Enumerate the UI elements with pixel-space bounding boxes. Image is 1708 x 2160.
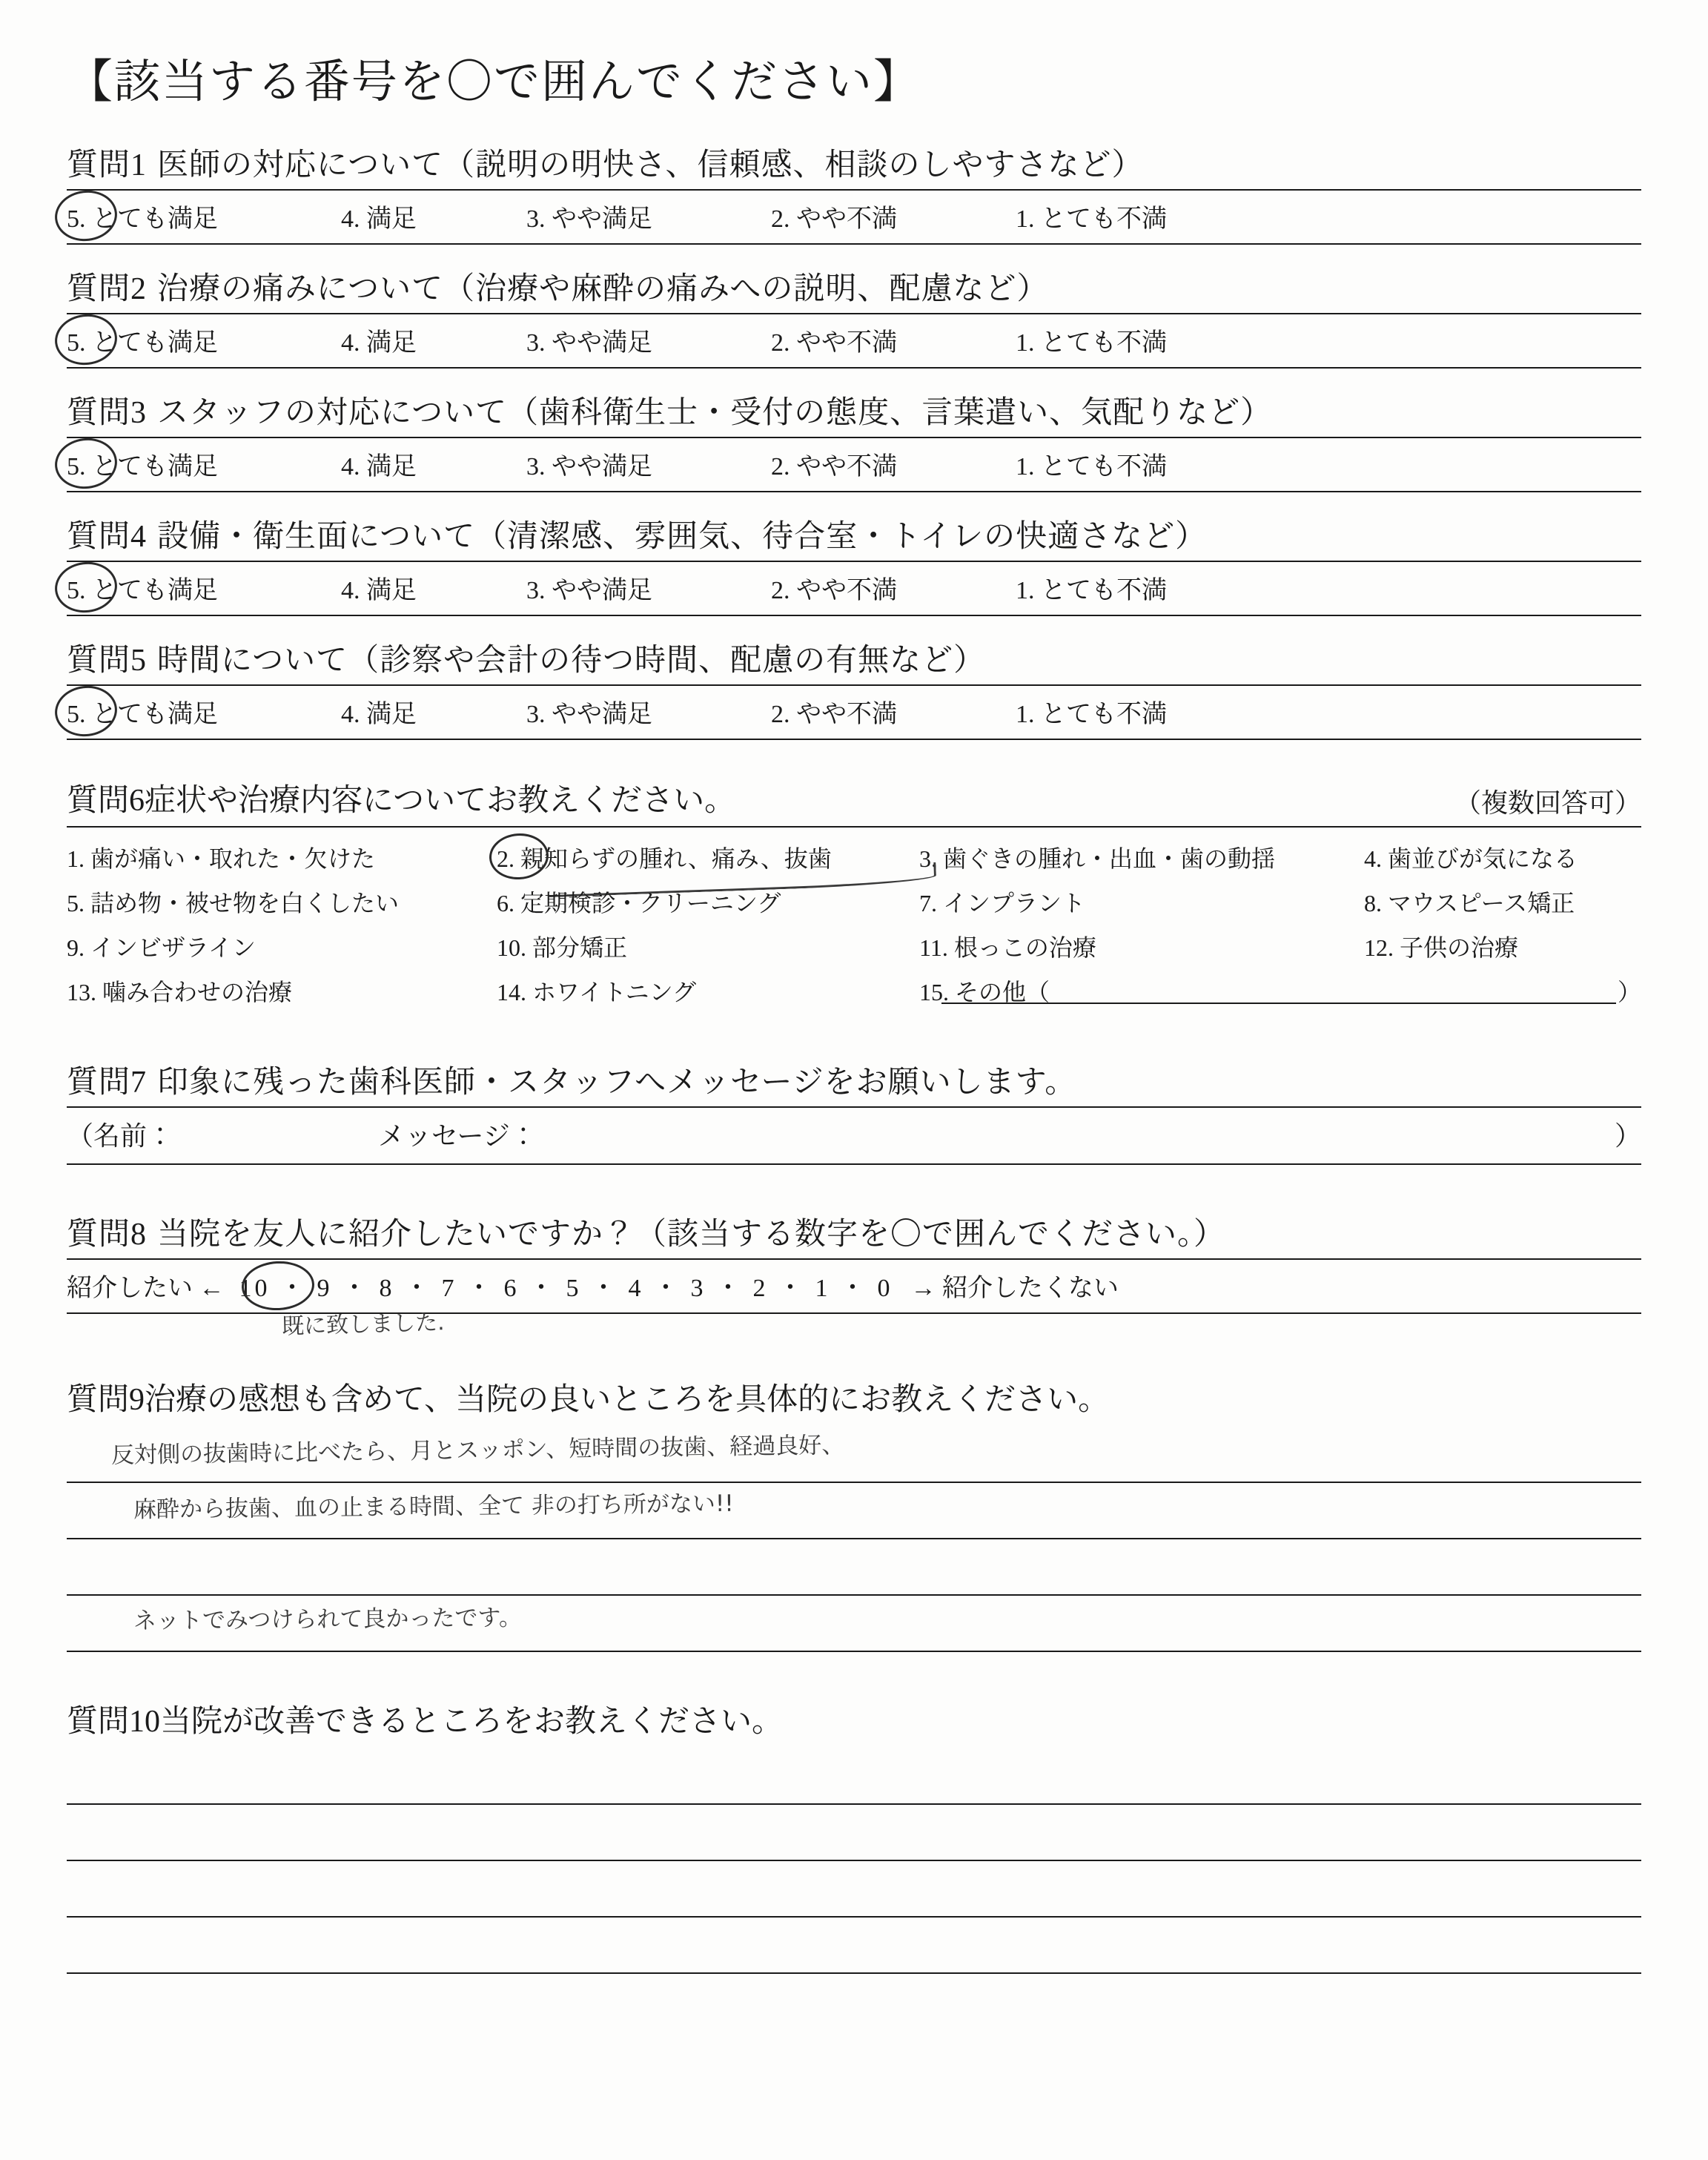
question-4-scale: [67, 565, 1641, 616]
question-block-9: [67, 1375, 1641, 1652]
question-block-3: [67, 388, 1641, 492]
question-6-heading: [67, 776, 1641, 820]
question-1-heading: [67, 140, 1641, 185]
q3-option-4[interactable]: 4. 満足: [341, 453, 417, 480]
q6-option-14[interactable]: 14. ホワイトニング: [497, 979, 697, 1005]
q4-option-4[interactable]: 4. 満足: [341, 577, 417, 604]
question-1-number: 質問1: [67, 148, 148, 182]
question-2-scale: [67, 317, 1641, 369]
q6-row-4: [67, 968, 1641, 1013]
q9-line-3[interactable]: [67, 1539, 1641, 1596]
q5-option-4[interactable]: 4. 満足: [341, 701, 417, 728]
q1-option-4[interactable]: 4. 満足: [341, 205, 417, 233]
question-2-heading: [67, 264, 1641, 308]
question-block-10: [67, 1697, 1641, 1974]
question-10-number: 質問10: [67, 1705, 161, 1739]
question-3-rule: [67, 437, 1641, 438]
q8-handwriting-note: 既に致しました.: [281, 1309, 446, 1340]
q8-number-scale[interactable]: 10 ・ 9 ・ 8 ・ 7 ・ 6 ・ 5 ・ 4 ・ 3 ・ 2 ・ 1 ・ 0: [239, 1275, 893, 1302]
q1-option-1[interactable]: 1. とても不満: [1016, 205, 1167, 233]
q4-option-5[interactable]: 5. とても満足: [67, 577, 218, 604]
question-8-number: 質問8: [67, 1218, 148, 1252]
q9-handwriting-line-3: ネットでみつけられて良かったです。: [133, 1604, 523, 1635]
q6-option-15-close: ）: [1617, 979, 1641, 1005]
question-1-scale: [67, 194, 1641, 245]
question-3-scale: [67, 441, 1641, 492]
question-6-note: （複数回答可）: [1454, 788, 1641, 818]
q2-option-5[interactable]: 5. とても満足: [67, 329, 218, 357]
q1-option-2[interactable]: 2. やや不満: [771, 205, 897, 233]
q2-option-4[interactable]: 4. 満足: [341, 329, 417, 357]
question-3-heading: [67, 388, 1641, 432]
question-9-text: 治療の感想も含めて、当院の良いところを具体的にお教えください。: [145, 1383, 1110, 1417]
q2-option-3[interactable]: 3. やや満足: [526, 329, 652, 357]
q3-option-2[interactable]: 2. やや不満: [771, 453, 897, 480]
q6-option-1[interactable]: 1. 歯が痛い・取れた・欠けた: [67, 845, 376, 872]
q2-option-2[interactable]: 2. やや不満: [771, 329, 897, 357]
q4-option-2[interactable]: 2. やや不満: [771, 577, 897, 604]
q10-line-2[interactable]: [67, 1805, 1641, 1861]
question-5-heading: [67, 635, 1641, 680]
question-2-text: 治療の痛みについて（治療や麻酔の痛みへの説明、配慮など）: [157, 272, 1049, 306]
q8-right-label: → 紹介したくない: [910, 1275, 1119, 1302]
question-7-text: 印象に残った歯科医師・スタッフへメッセージをお願いします。: [157, 1066, 1077, 1100]
question-5-text: 時間について（診察や会計の待つ時間、配慮の有無など）: [157, 644, 986, 678]
q6-option-2[interactable]: 2. 親知らずの腫れ、痛み、抜歯: [497, 845, 832, 872]
q7-name-label: （名前：: [67, 1121, 174, 1151]
question-7-number: 質問7: [67, 1066, 148, 1100]
q6-option-15[interactable]: 15. その他（: [919, 979, 1050, 1005]
question-10-answer-area[interactable]: [67, 1748, 1641, 1974]
q6-option-11[interactable]: 11. 根っこの治療: [919, 934, 1096, 961]
q6-option-3[interactable]: 3. 歯ぐきの腫れ・出血・歯の動揺: [919, 845, 1276, 872]
q1-option-3[interactable]: 3. やや満足: [526, 205, 652, 233]
q6-option-5[interactable]: 5. 詰め物・被せ物を白くしたい: [67, 890, 400, 916]
q9-handwriting-line-2: 麻酔から抜歯、血の止まる時間、全て 非の打ち所がない!!: [133, 1490, 734, 1524]
question-4-text: 設備・衛生面について（清潔感、雰囲気、待合室・トイレの快適さなど）: [157, 520, 1208, 554]
q6-option-13[interactable]: 13. 噛み合わせの治療: [67, 979, 293, 1005]
q6-option-9[interactable]: 9. インビザライン: [67, 934, 256, 961]
question-block-1: [67, 140, 1641, 245]
question-block-5: [67, 635, 1641, 740]
question-block-6: [67, 776, 1641, 1013]
question-block-7: [67, 1057, 1641, 1165]
question-4-rule: [67, 561, 1641, 562]
q6-row-2: [67, 879, 1641, 924]
q6-other-writeline[interactable]: [941, 1003, 1616, 1004]
q3-option-3[interactable]: 3. やや満足: [526, 453, 652, 480]
question-block-2: [67, 264, 1641, 369]
q6-option-4[interactable]: 4. 歯並びが気になる: [1364, 845, 1578, 872]
question-3-text: スタッフの対応について（歯科衛生士・受付の態度、言葉遣い、気配りなど）: [157, 396, 1273, 430]
q9-handwriting-line-1: 反対側の抜歯時に比べたら、月とスッポン、短時間の抜歯、経過良好、: [110, 1432, 845, 1469]
question-block-4: [67, 512, 1641, 616]
q4-option-3[interactable]: 3. やや満足: [526, 577, 652, 604]
q5-option-5[interactable]: 5. とても満足: [67, 701, 218, 728]
question-5-rule: [67, 684, 1641, 686]
question-7-fields: [67, 1106, 1641, 1165]
q6-option-6[interactable]: 6. 定期検診・クリーニング: [497, 890, 781, 916]
question-3-number: 質問3: [67, 396, 148, 430]
q5-option-3[interactable]: 3. やや満足: [526, 701, 652, 728]
question-9-number: 質問9: [67, 1383, 145, 1417]
question-9-heading: [67, 1375, 1641, 1419]
q10-line-3[interactable]: [67, 1861, 1641, 1918]
question-4-number: 質問4: [67, 520, 148, 554]
question-5-scale: [67, 689, 1641, 740]
question-8-text: 当院を友人に紹介したいですか？（該当する数字を〇で囲んでください。）: [157, 1218, 1226, 1252]
question-7-heading: [67, 1057, 1641, 1102]
question-2-rule: [67, 313, 1641, 314]
question-6-options-grid: [67, 826, 1641, 1013]
q6-option-8[interactable]: 8. マウスピース矯正: [1364, 890, 1575, 916]
question-6-text: 症状や治療内容についてお教えください。: [145, 784, 736, 818]
q6-row-3: [67, 924, 1641, 968]
q10-line-4[interactable]: [67, 1918, 1641, 1974]
q6-option-10[interactable]: 10. 部分矯正: [497, 934, 628, 961]
q3-option-5[interactable]: 5. とても満足: [67, 453, 218, 480]
q7-paren-close: ）: [1614, 1121, 1641, 1151]
question-4-heading: [67, 512, 1641, 556]
q6-row-1: [67, 835, 1641, 879]
question-8-scale: [67, 1258, 1641, 1340]
q6-option-12[interactable]: 12. 子供の治療: [1364, 934, 1519, 961]
q4-option-1[interactable]: 1. とても不満: [1016, 577, 1167, 604]
page-title: 【該当する番号を〇で囲んでください】: [67, 57, 921, 108]
question-10-heading: [67, 1697, 1641, 1741]
question-block-8: [67, 1209, 1641, 1340]
q7-message-label: メッセージ：: [378, 1121, 537, 1151]
question-6-number: 質問6: [67, 784, 145, 818]
q2-option-1[interactable]: 1. とても不満: [1016, 329, 1167, 357]
question-5-number: 質問5: [67, 644, 148, 678]
q1-option-5[interactable]: 5. とても満足: [67, 205, 218, 233]
question-9-answer-area[interactable]: [67, 1427, 1641, 1652]
q8-left-label: 紹介したい ←: [67, 1275, 225, 1302]
question-1-text: 医師の対応について（説明の明快さ、信頼感、相談のしやすさなど）: [157, 148, 1144, 182]
question-8-heading: [67, 1209, 1641, 1254]
q5-option-1[interactable]: 1. とても不満: [1016, 701, 1167, 728]
question-1-rule: [67, 189, 1641, 191]
question-10-text: 当院が改善できるところをお教えください。: [160, 1705, 784, 1739]
q10-line-1[interactable]: [67, 1748, 1641, 1805]
q6-option-7[interactable]: 7. インプラント: [919, 890, 1086, 916]
question-2-number: 質問2: [67, 272, 148, 306]
q3-option-1[interactable]: 1. とても不満: [1016, 453, 1167, 480]
q5-option-2[interactable]: 2. やや不満: [771, 701, 897, 728]
